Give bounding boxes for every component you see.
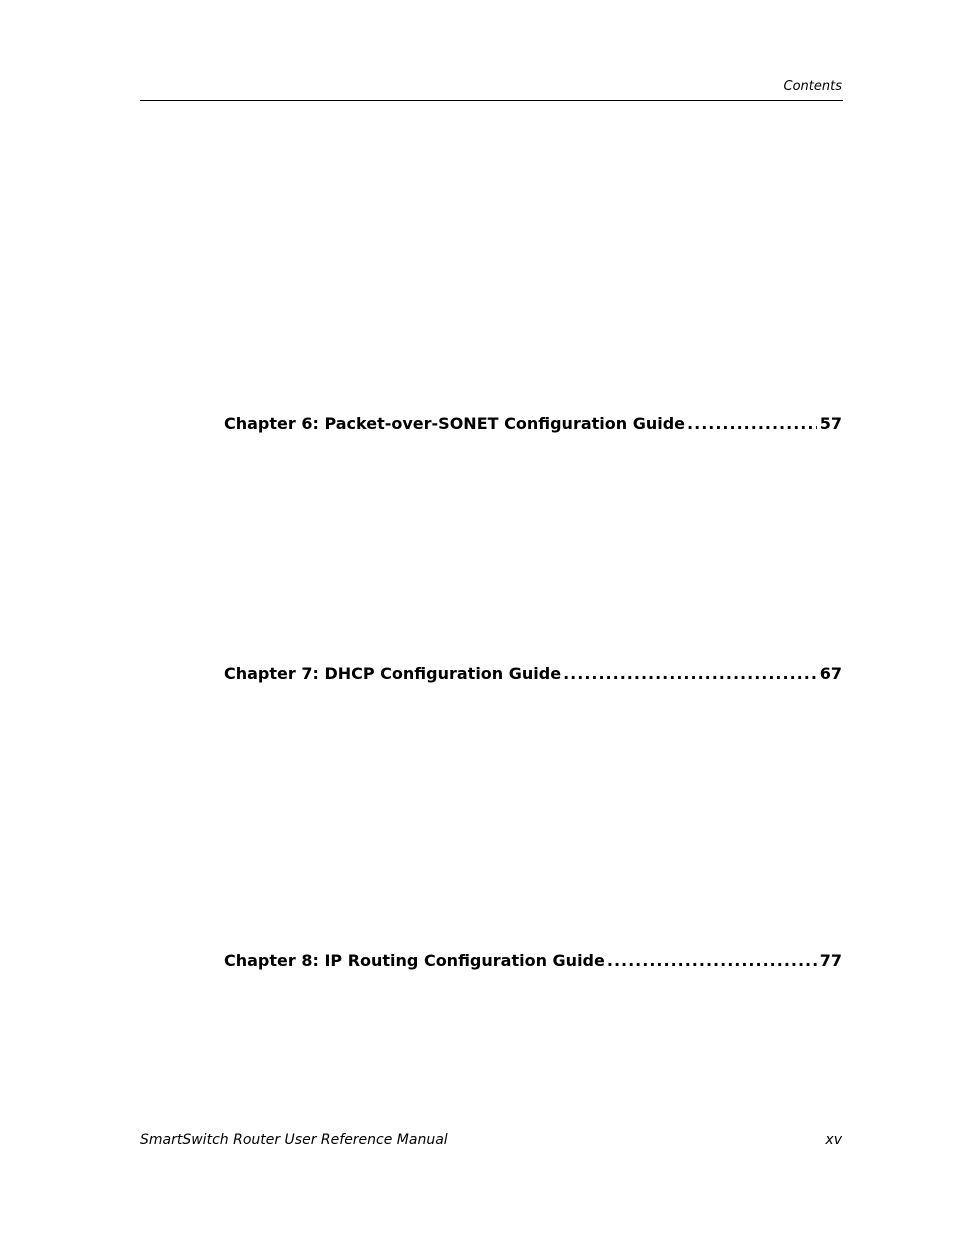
toc-entry-title: Chapter 6: Packet-over-SONET Configuration Guide [224, 414, 686, 433]
footer-page-number: xv [825, 1132, 842, 1148]
toc-entry-page: 67 [819, 664, 842, 683]
toc-dot-leader [563, 663, 817, 685]
toc-entry-title: Chapter 7: DHCP Configuration Guide [224, 664, 562, 683]
toc-entry-chapter-7[interactable] [224, 663, 842, 685]
toc-entry-page: 57 [819, 414, 842, 433]
toc-entry-page: 77 [819, 951, 842, 970]
page-footer [140, 1131, 842, 1149]
toc-entry-title: Chapter 8: IP Routing Configuration Guide [224, 951, 605, 970]
toc-entry-chapter-6[interactable] [224, 413, 842, 435]
toc-dot-leader [607, 950, 817, 972]
header-rule [140, 100, 843, 101]
toc-entry-chapter-8[interactable] [224, 950, 842, 972]
toc-dot-leader [687, 413, 817, 435]
running-header: Contents [783, 79, 842, 94]
footer-manual-title: SmartSwitch Router User Reference Manual [140, 1132, 448, 1148]
